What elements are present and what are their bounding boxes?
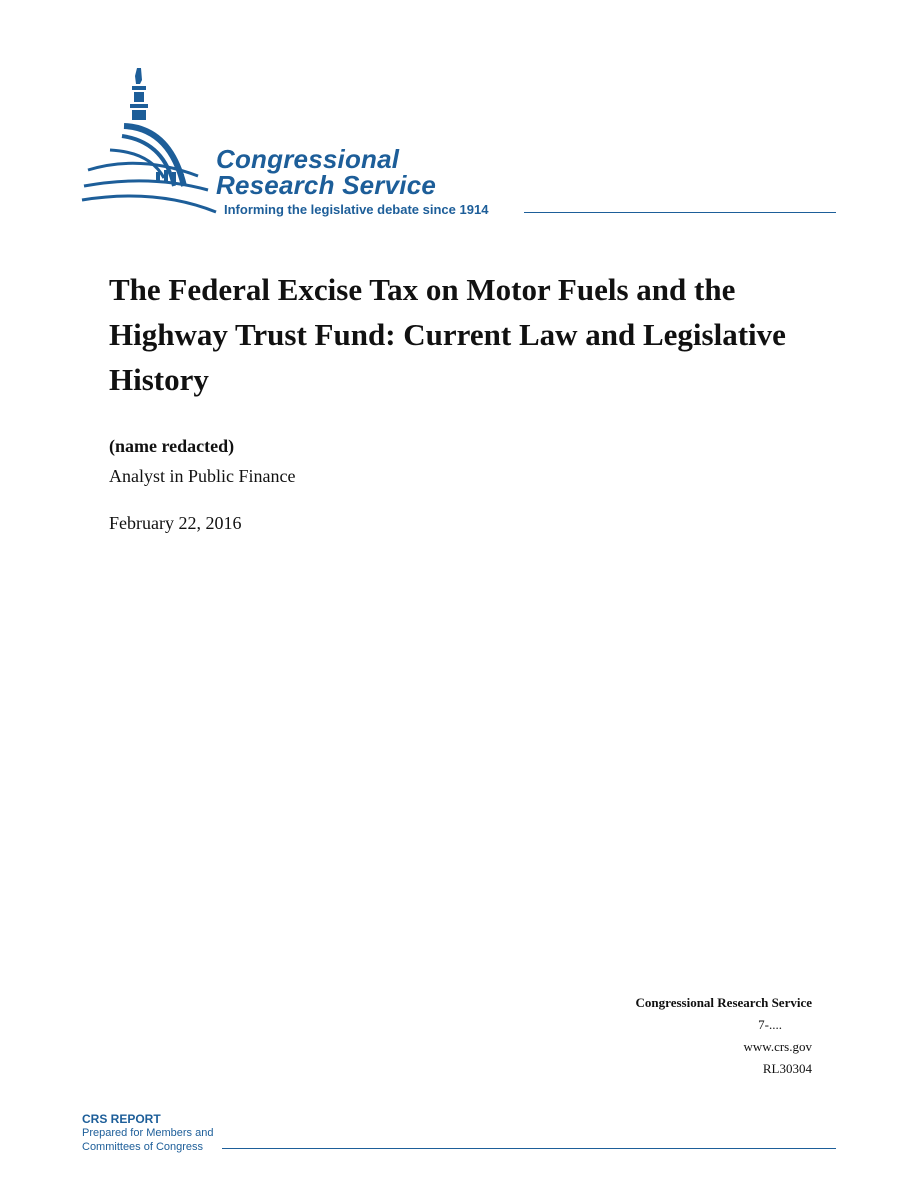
logo-wordmark-line2: Research Service	[216, 170, 437, 200]
crs-report-footer	[82, 1112, 842, 1156]
logo-rule	[524, 212, 836, 213]
report-date: February 22, 2016	[109, 513, 242, 533]
footer-rule	[222, 1148, 836, 1149]
footer-line2: Prepared for Members and	[82, 1127, 214, 1139]
capitol-dome-icon	[80, 66, 220, 216]
report-title: The Federal Excise Tax on Motor Fuels and the Highway Trust Fund: Current Law and Legislative History	[109, 272, 786, 397]
report-number: RL30304	[762, 1061, 812, 1076]
publisher-org: Congressional Research Service	[635, 995, 812, 1010]
footer-label: CRS REPORT	[82, 1112, 161, 1126]
publisher-block	[636, 992, 812, 1080]
logo-wordmark-line1: Congressional	[216, 144, 400, 174]
publisher-website: www.crs.gov	[743, 1039, 812, 1054]
footer-line3: Committees of Congress	[82, 1141, 204, 1153]
author-role: Analyst in Public Finance	[109, 466, 296, 486]
publisher-code: 7-....	[758, 1017, 782, 1032]
logo-tagline: Informing the legislative debate since 1914	[224, 202, 489, 217]
crs-logo	[80, 66, 840, 226]
author-name: (name redacted)	[109, 436, 235, 456]
